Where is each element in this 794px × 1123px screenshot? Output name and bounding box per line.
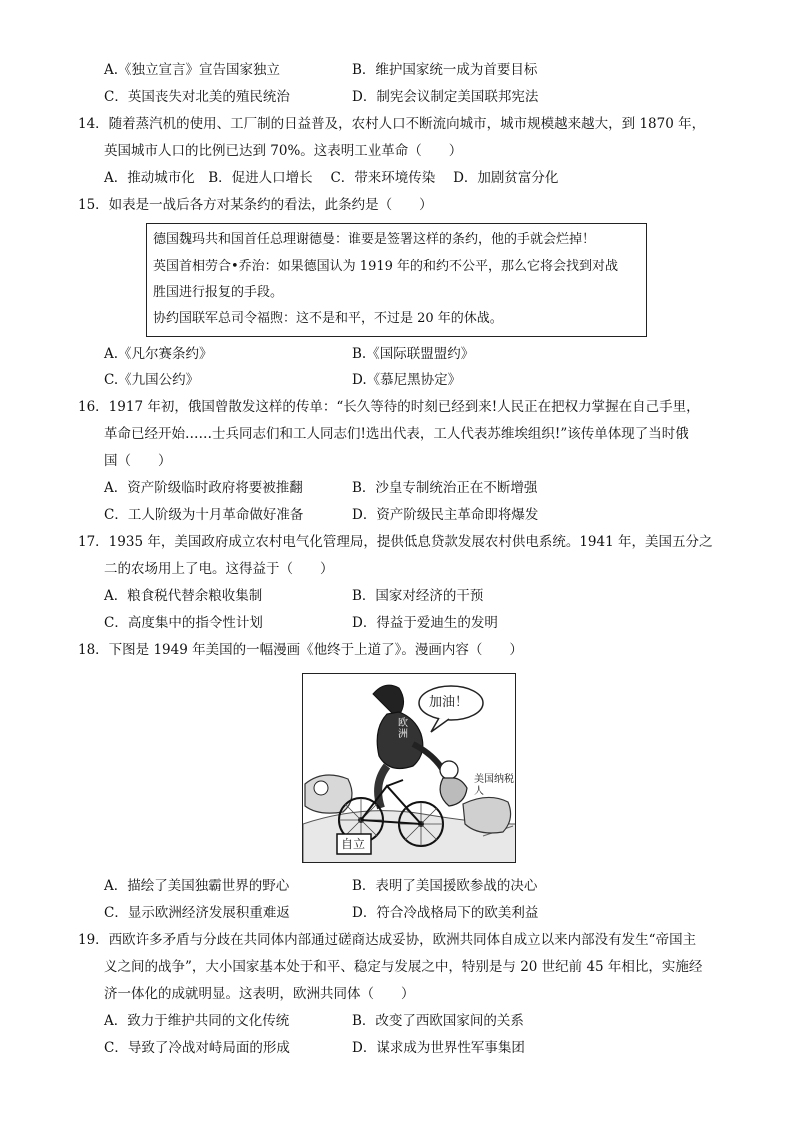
cartoon-label-europe: 欧洲 (398, 718, 408, 740)
q16-option-c: C．工人阶级为十月革命做好准备 (104, 507, 304, 523)
q15-quote-line2: 英国首相劳合•乔治：如果德国认为 1919 年的和约不公平，那么它将会找到对战 (153, 259, 619, 274)
q19-option-a: A．致力于维护共同的文化传统 (104, 1013, 290, 1029)
q19-stem-line3: 济一体化的成就明显。这表明，欧洲共同体（ ） (104, 986, 415, 1002)
q15-option-c: C.《九国公约》 (104, 372, 200, 388)
q19-option-c: C．导致了冷战对峙局面的形成 (104, 1040, 290, 1056)
q15-stem: 15．如表是一战后各方对某条约的看法，此条约是（ ） (78, 197, 433, 213)
q15-quote-table (146, 223, 647, 337)
cartoon-speech-bubble: 加油！ (429, 695, 469, 710)
q16-option-a: A．资产阶级临时政府将要被推翻 (104, 480, 303, 496)
q16-option-b: B．沙皇专制统治正在不断增强 (352, 480, 538, 496)
q14-stem-line2: 英国城市人口的比例已达到 70%。这表明工业革命（ ） (104, 143, 463, 159)
q17-option-b: B．国家对经济的干预 (352, 588, 484, 604)
q17-stem-line1: 17．1935 年，美国政府成立农村电气化管理局，提供低息贷款发展农村供电系统。1941 年，美国五分之 (78, 534, 713, 550)
q18-option-c: C．显示欧洲经济发展积重难返 (104, 905, 290, 921)
q15-option-b: B.《国际联盟盟约》 (352, 346, 475, 362)
cartoon-label-self-reliance: 自立 (341, 837, 366, 851)
q15-quote-line3: 胜国进行报复的手段。 (153, 285, 284, 300)
q16-stem-line1: 16．1917 年初，俄国曾散发这样的传单：“长久等待的时刻已经到来!人民正在把权力掌握在自己手里， (78, 399, 700, 415)
q19-stem-line1: 19．西欧许多矛盾与分歧在共同体内部通过磋商达成妥协，欧洲共同体自成立以来内部没有发生“帝国主 (78, 932, 697, 948)
q19-stem-line2: 义之间的战争”，大小国家基本处于和平、稳定与发展之中，特别是与 20 世纪前 45 年相比，实施经 (104, 959, 703, 975)
q19-option-d: D．谋求成为世界性军事集团 (352, 1040, 525, 1056)
q18-option-a: A．描绘了美国独霸世界的野心 (104, 878, 290, 894)
q13-option-b: B．维护国家统一成为首要目标 (352, 62, 538, 78)
q16-stem-line2: 革命已经开始……士兵同志们和工人同志们!选出代表，工人代表苏维埃组织!”该传单体现了当时俄 (104, 426, 689, 442)
q13-option-a: A.《独立宣言》宣告国家独立 (104, 62, 281, 78)
q13-option-c: C．英国丧失对北美的殖民统治 (104, 89, 290, 105)
q18-stem: 18．下图是 1949 年美国的一幅漫画《他终于上道了》。漫画内容（ ） (78, 642, 523, 658)
q14-options: A．推动城市化 B．促进人口增长 C．带来环境传染 D．加剧贫富分化 (104, 170, 559, 186)
cartoon-label-taxpayer: 美国纳税人 (474, 774, 514, 797)
q19-option-b: B．改变了西欧国家间的关系 (352, 1013, 524, 1029)
q15-quote-line4: 协约国联军总司令福煦：这不是和平，不过是 20 年的休战。 (153, 311, 503, 326)
q15-option-d: D.《慕尼黑协定》 (352, 372, 462, 388)
q17-option-a: A．粮食税代替余粮收集制 (104, 588, 263, 604)
cartoon-drawing (303, 674, 516, 863)
q14-stem-line1: 14．随着蒸汽机的使用、工厂制的日益普及，农村人口不断流向城市，城市规模越来越大，到 1870 年， (78, 116, 706, 132)
q16-option-d: D．资产阶级民主革命即将爆发 (352, 507, 539, 523)
q17-option-d: D．得益于爱迪生的发明 (352, 615, 498, 631)
q17-stem-line2: 二的农场用上了电。这得益于（ ） (104, 561, 334, 577)
q15-quote-line1: 德国魏玛共和国首任总理谢德曼：谁要是签署这样的条约，他的手就会烂掉！ (153, 232, 596, 247)
q17-option-c: C．高度集中的指令性计划 (104, 615, 263, 631)
q18-cartoon (302, 673, 516, 863)
q15-option-a: A.《凡尔赛条约》 (104, 346, 213, 362)
q18-option-b: B．表明了美国援欧参战的决心 (352, 878, 538, 894)
q13-option-d: D．制宪会议制定美国联邦宪法 (352, 89, 539, 105)
q18-option-d: D．符合冷战格局下的欧美利益 (352, 905, 539, 921)
q16-stem-line3: 国（ ） (104, 453, 172, 469)
